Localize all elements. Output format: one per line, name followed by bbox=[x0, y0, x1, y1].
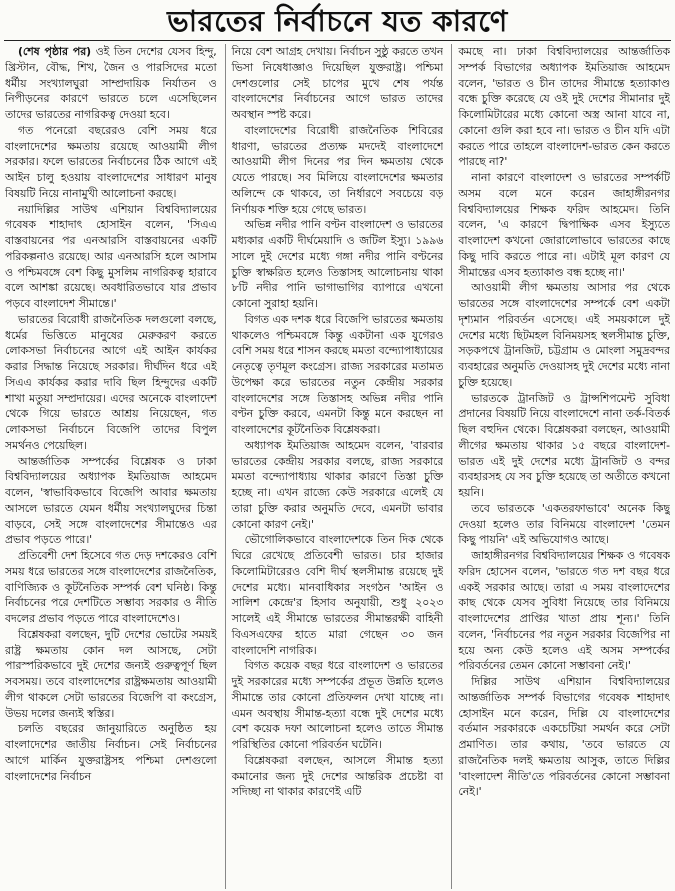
paragraph: গত পনেরো বছরেরও বেশি সময় ধরে বাংলাদেশের ক্ষমতায় রয়েছে আওয়ামী লীগ সরকার। ফলে ভারতের নির্বাচনের ঠিক আগে এই আইন চালু হওয়ায় বাংলাদেশের সাধারণ মানুষ বিষয়টি নিয়ে নানামুখী আলোচনা করছে। bbox=[5, 123, 217, 200]
continuation-label: (শেষ পৃষ্ঠার পর) bbox=[17, 45, 92, 58]
headline-rule bbox=[4, 40, 671, 41]
paragraph: আন্তর্জাতিক সম্পর্কের বিশ্লেষক ও ঢাকা বিশ্ববিদ্যালয়ের অধ্যাপক ইমতিয়াজ আহমেদ বলেন, 'স্বাভাবিকভাবে বিজেপি আবার ক্ষমতায় আসলে ভারতে যেমন ধর্মীয় সংখ্যালঘুদের চিন্তা বাড়বে, সেই সঙ্গে বাংলাদেশের সীমান্তেও এর প্রভাব পড়তে পারে।' bbox=[5, 454, 217, 547]
paragraph: চলতি বছরের জানুয়ারিতে অনুষ্ঠিত হয় বাংলাদেশের জাতীয় নির্বাচন। সেই নির্বাচনের আগে মার্কিন যুক্তরাষ্ট্রসহ পশ্চিমা দেশগুলো বাংলাদেশের নির্বাচন bbox=[5, 722, 217, 783]
article-column-3 bbox=[451, 44, 670, 889]
paragraph bbox=[5, 44, 217, 123]
paragraph: প্রতিবেশী দেশ হিসেবে গত দেড় দশকেরও বেশি সময় ধরে ভারতের সঙ্গে বাংলাদেশের রাজনৈতিক, বাণিজ্যিক ও কূটনৈতিক সম্পর্ক বেশ ঘনিষ্ঠ। কিন্তু নির্বাচনের পরে দেশটিতে সম্ভাব্য সরকার ও নীতি বদলের প্রভাব পড়তে পারে বাংলাদেশেও। bbox=[5, 549, 217, 625]
paragraph: বিশ্লেষকরা বলছেন, আসলে সীমান্ত হত্যা কমানোর জন্য দুই দেশের আন্তরিক প্রচেষ্টা বা সদিচ্ছা না থাকার কারণেই এটি bbox=[231, 753, 444, 799]
paragraph: বিশ্লেষকরা বলছেন, দুটি দেশের ভোটের সময়ই রাষ্ট্র ক্ষমতায় কোন দল আসছে, সেটা পারস্পরিকভাবে দুই দেশের জন্যই গুরুত্বপূর্ণ ছিল সবসময়। তবে বাংলাদেশের রাষ্ট্রক্ষমতায় আওয়ামী লীগ থাকলে সেটা ভারতের বিজেপি বা কংগ্রেস, উভয় দলের জন্যই স্বস্তির। bbox=[5, 627, 217, 720]
paragraph: আওয়ামী লীগ ক্ষমতায় আসার পর থেকে ভারতের সঙ্গে বাংলাদেশের সম্পর্কে বেশ একটা দৃশ্যমান পরিবর্তন এসেছে। এই সময়কালে দুই দেশের মধ্যে ছিটমহল বিনিময়সহ স্থলসীমান্ত চুক্তি, সড়কপথে ট্রানজিট, চট্টগ্রাম ও মোংলা সমুদ্রবন্দর ব্যবহারের অনুমতি দেওয়াসহ দুই দেশের মধ্যে নানা চুক্তি হয়েছে। bbox=[458, 281, 671, 389]
article-column-1 bbox=[5, 44, 217, 889]
headline: ভারতের নির্বাচনে যত কারণে bbox=[167, 4, 508, 38]
paragraph: জাহাঙ্গীরনগর বিশ্ববিদ্যালয়ের শিক্ষক ও গবেষক ফরিদ হোসেন বলেন, 'ভারতে গত দশ বছর ধরে একই সরকার আছে। তারা এ সময় বাংলাদেশের কাছ থেকে যেসব সুবিধা নিয়েছে তার বিনিময়ে বাংলাদেশের প্রাপ্তির খাতা প্রায় শূন্য।' তিনি বলেন, 'নির্বাচনের পর নতুন সরকার বিজেপির না হয়ে অন্য কেউ হলেও এই অসম সম্পর্কের পরিবর্তনের তেমন কোনো সম্ভাবনা নেই।' bbox=[458, 549, 671, 673]
paragraph: ভৌগোলিকভাবে বাংলাদেশকে তিন দিক থেকে ঘিরে রেখেছে প্রতিবেশী ভারত। চার হাজার কিলোমিটারেরও বেশি দীর্ঘ স্থলসীমান্ত রয়েছে দুই দেশের মধ্যে। মানবাধিকার সংগঠন 'আইন ও সালিশ কেন্দ্রে'র হিসাব অনুযায়ী, শুধু ২০২৩ সালেই এই সীমান্তে ভারতের সীমান্তরক্ষী বাহিনী বিএসএফের হাতে মারা গেছেন ৩০ জন বাংলাদেশি নাগরিক। bbox=[231, 533, 444, 657]
paragraph: অধ্যাপক ইমতিয়াজ আহমেদ বলেন, 'বারবার ভারতের কেন্দ্রীয় সরকার বলছে, রাজ্য সরকারে মমতা বন্দ্যোপাধ্যায় থাকার কারণে তিস্তা চুক্তি হচ্ছে না। এখন রাজ্যে কেউ সরকারে এলেই যে তারা চুক্তি করার অনুমতি দেবে, এমনটা ভাবার কোনো কারণ নেই।' bbox=[231, 438, 444, 531]
paragraph: বাংলাদেশের বিরোধী রাজনৈতিক শিবিরের ধারণা, ভারতের প্রত্যক্ষ মদদেই বাংলাদেশে আওয়ামী লীগ দিনের পর দিন ক্ষমতায় থেকে যেতে পারছে। সব মিলিয়ে বাংলাদেশের ক্ষমতার অলিন্দে কে থাকবে, তা নির্ধারণে সবচেয়ে বড় নির্ণায়ক শক্তি হয়ে গেছে ভারত। bbox=[231, 123, 444, 216]
paragraph: তবে ভারতকে 'একতরফাভাবে' অনেক কিছু দেওয়া হলেও তার বিনিময়ে বাংলাদেশ 'তেমন কিছু পায়নি' এই অভিযোগও আছে। bbox=[458, 501, 671, 547]
paragraph: কমছে না। ঢাকা বিশ্ববিদ্যালয়ের আন্তর্জাতিক সম্পর্ক বিভাগের অধ্যাপক ইমতিয়াজ আহমেদ বলেন, 'ভারত ও চীন তাদের সীমান্তে হত্যাকাণ্ড বন্ধে চুক্তি করেছে যে ওই দুই দেশের সীমানার দুই কিলোমিটারের মধ্যে কোনো অস্ত্র আনা যাবে না, কোনো গুলি করা হবে না। ভারত ও চীন যদি এটা করতে পারে তাহলে বাংলাদেশ-ভারত কেন করতে পারছে না?' bbox=[458, 45, 671, 169]
paragraph: নয়াদিল্লির সাউথ এশিয়ান বিশ্ববিদ্যালয়ের গবেষক শাহাদাৎ হোসাইন বলেন, 'সিএএ বাস্তবায়নের পর এনআরসি বাস্তবায়নের একটি পরিকল্পনাও রয়েছে। আর এনআরসি হলে আসাম ও পশ্চিমবঙ্গে বেশ কিছু মুসলিম নাগরিকত্ব হারাবে বলে আশঙ্কা রয়েছে। অবধারিতভাবে যার প্রভাব পড়বে বাংলাদেশ সীমান্তে।' bbox=[5, 202, 217, 310]
paragraph: ভারতকে ট্রানজিট ও ট্রান্সশিপমেন্ট সুবিধা প্রদানের বিষয়টি নিয়ে বাংলাদেশে নানা তর্ক-বিতর্ক ছিল বহুদিন থেকে। বিশ্লেষকরা বলছেন, আওয়ামী লীগের ক্ষমতায় থাকার ১৫ বছরে বাংলাদেশ-ভারত এই দুই দেশের মধ্যে ট্রানজিট ও বন্দর ব্যবহারসহ যে সব চুক্তি হয়েছে তা অতীতে কখনো হয়নি। bbox=[458, 391, 671, 499]
paragraph: বিগত এক দশক ধরে বিজেপি ভারতের ক্ষমতায় থাকলেও পশ্চিমবঙ্গে কিন্তু একটানা এক যুগেরও বেশি সময় ধরে শাসন করছে মমতা বন্দ্যোপাধ্যায়ের নেতৃত্বে তৃণমূল কংগ্রেস। রাজ্য সরকারের মতামত উপেক্ষা করে ভারতের নতুন কেন্দ্রীয় সরকার বাংলাদেশের সঙ্গে তিস্তাসহ অভিন্ন নদীর পানি বণ্টন চুক্তি করবে, এমনটা কিন্তু মনে করছেন না বাংলাদেশের কূটনৈতিক বিশ্লেষকরা। bbox=[231, 312, 444, 436]
paragraph: অভিন্ন নদীর পানি বণ্টন বাংলাদেশ ও ভারতের মধ্যকার একটি দীর্ঘমেয়াদি ও জটিল ইস্যু। ১৯৯৬ সালে দুই দেশের মধ্যে গঙ্গা নদীর পানি বণ্টনের চুক্তি স্বাক্ষরিত হলেও তিস্তাসহ আলোচনায় থাকা ৮টি নদীর পানি ভাগাভাগির ব্যাপারে এখনো কোনো সুরাহা হয়নি। bbox=[231, 218, 444, 310]
paragraph: নিয়ে বেশ আগ্রহ দেখায়। নির্বাচন সুষ্ঠু করতে তখন ভিসা নিষেধাজ্ঞাও দিয়েছিল যুক্তরাষ্ট্র। পশ্চিমা দেশগুলোর সেই চাপের মুখে শেষ পর্যন্ত বাংলাদেশের নির্বাচনের আগে ভারত তাদের অবস্থান স্পষ্ট করে। bbox=[231, 45, 444, 121]
paragraph: দিল্লির সাউথ এশিয়ান বিশ্ববিদ্যালয়ের আন্তর্জাতিক সম্পর্ক বিভাগের গবেষক শাহাদাৎ হোসাইন মনে করেন, দিল্লি যে বাংলাদেশের বর্তমান সরকারকে একচেটিয়া সমর্থন করে সেটা প্রমাণিত। তার কথায়, 'তবে ভারতে যে রাজনৈতিক দলই ক্ষমতায় আসুক, তাতে দিল্লির 'বাংলাদেশ নীতি'তে পরিবর্তনের কোনো সম্ভাবনা নেই।' bbox=[458, 675, 671, 799]
paragraph: নানা কারণে বাংলাদেশ ও ভারতের সম্পর্কটি অসম বলে মনে করেন জাহাঙ্গীরনগর বিশ্ববিদ্যালয়ের শিক্ষক ফরিদ আহমেদ। তিনি বলেন, 'এ কারণে দ্বিপাক্ষিক এসব ইস্যুতে বাংলাদেশ কখনো জোরালোভাবে ভারতের কাছে কিছু দাবি করতে পারে না। এটাই মূল কারণ যে সীমান্তের এসব হত্যাকাণ্ড বন্ধ হচ্ছে না।' bbox=[458, 171, 671, 279]
paragraph: বিগত কয়েক বছর ধরে বাংলাদেশ ও ভারতের দুই সরকারের মধ্যে সম্পর্কের প্রভূত উন্নতি হলেও সীমান্তে তার কোনো প্রতিফলন দেখা যাচ্ছে না। এমন অবস্থায় সীমান্ত-হত্যা বন্ধে দুই দেশের মধ্যে বেশ কয়েক দফা আলোচনা হলেও তাতে সীমান্ত পরিস্থিতির কোনো পরিবর্তন ঘটেনি। bbox=[231, 659, 444, 751]
paragraph: ভারতের বিরোধী রাজনৈতিক দলগুলো বলছে, ধর্মের ভিত্তিতে মানুষের মেরুকরণ করতে লোকসভা নির্বাচনের আগে এই আইন কার্যকর করার সিদ্ধান্ত নিয়েছে সরকার। দীর্ঘদিন ধরে এই সিএএ কার্যকর করার দাবি ছিল হিন্দুদের একটি শাখা মতুয়া সম্প্রদায়ের। এদের অনেকে বাংলাদেশ থেকে গিয়ে ভারতে আশ্রয় নিয়েছেন, গত লোকসভা নির্বাচনে বিজেপি তাদের বিপুল সমর্থনও পেয়েছিল। bbox=[5, 312, 217, 452]
paragraph-text: ওই তিন দেশের যেসব হিন্দু, খ্রিস্টান, বৌদ্ধ, শিখ, জৈন ও পারসিদের মতো ধর্মীয় সংখ্যালঘুরা সাম্প্রদায়িক নির্যাতন ও নিপীড়নের কারণে ভারতে চলে এসেছিলেন তাদের ভারতের নাগরিকত্ব দেওয়া হবে। bbox=[5, 45, 217, 121]
article-columns bbox=[5, 44, 670, 889]
article-column-2 bbox=[225, 44, 444, 889]
